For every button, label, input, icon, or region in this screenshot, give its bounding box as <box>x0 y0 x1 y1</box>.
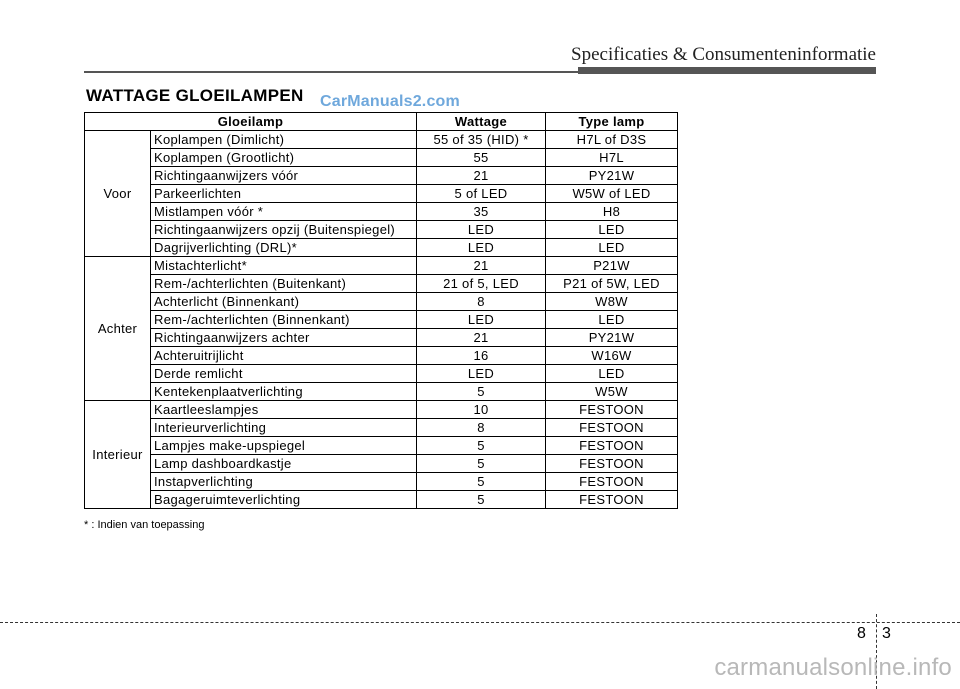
wattage-cell: 55 of 35 (HID) * <box>417 131 546 149</box>
wattage-cell: 5 <box>417 491 546 509</box>
wattage-cell: LED <box>417 239 546 257</box>
bulb-name-cell: Koplampen (Dimlicht) <box>151 131 417 149</box>
bulb-name-cell: Parkeerlichten <box>151 185 417 203</box>
table-row <box>85 311 678 329</box>
wattage-cell: LED <box>417 365 546 383</box>
bulb-name-cell: Richtingaanwijzers achter <box>151 329 417 347</box>
wattage-cell: LED <box>417 221 546 239</box>
header-rule-accent <box>578 67 876 74</box>
wattage-cell: 35 <box>417 203 546 221</box>
bulb-name-cell: Achterlicht (Binnenkant) <box>151 293 417 311</box>
lamp-type-cell: LED <box>546 311 678 329</box>
bulb-name-cell: Koplampen (Grootlicht) <box>151 149 417 167</box>
bulb-name-cell: Lamp dashboardkastje <box>151 455 417 473</box>
lamp-type-cell: P21 of 5W, LED <box>546 275 678 293</box>
table-row <box>85 167 678 185</box>
table-row <box>85 401 678 419</box>
lamp-type-cell: LED <box>546 239 678 257</box>
bulb-name-cell: Interieurverlichting <box>151 419 417 437</box>
table-row <box>85 437 678 455</box>
lamp-type-cell: FESTOON <box>546 491 678 509</box>
table-row <box>85 203 678 221</box>
wattage-cell: 8 <box>417 293 546 311</box>
lamp-type-cell: PY21W <box>546 167 678 185</box>
bulb-name-cell: Richtingaanwijzers opzij (Buitenspiegel) <box>151 221 417 239</box>
table-row <box>85 329 678 347</box>
table-header-row <box>85 113 678 131</box>
bulb-name-cell: Derde remlicht <box>151 365 417 383</box>
lamp-type-cell: FESTOON <box>546 401 678 419</box>
header-gloeilamp: Gloeilamp <box>85 113 417 131</box>
bulb-name-cell: Rem-/achterlichten (Binnenkant) <box>151 311 417 329</box>
lamp-type-cell: W5W <box>546 383 678 401</box>
bulb-name-cell: Mistachterlicht* <box>151 257 417 275</box>
table-row <box>85 239 678 257</box>
group-label: Voor <box>85 131 151 257</box>
group-label: Interieur <box>85 401 151 509</box>
wattage-cell: 5 <box>417 383 546 401</box>
wattage-cell: 5 of LED <box>417 185 546 203</box>
bulb-name-cell: Mistlampen vóór * <box>151 203 417 221</box>
table-row <box>85 491 678 509</box>
lamp-type-cell: LED <box>546 221 678 239</box>
wattage-cell: 8 <box>417 419 546 437</box>
lamp-type-cell: P21W <box>546 257 678 275</box>
table-row <box>85 131 678 149</box>
wattage-cell: 5 <box>417 437 546 455</box>
group-label: Achter <box>85 257 151 401</box>
header-wattage: Wattage <box>417 113 546 131</box>
footnote: * : Indien van toepassing <box>84 519 205 531</box>
wattage-cell: 21 <box>417 257 546 275</box>
table-row <box>85 185 678 203</box>
bulb-name-cell: Kentekenplaatverlichting <box>151 383 417 401</box>
wattage-cell: 5 <box>417 473 546 491</box>
lamp-type-cell: FESTOON <box>546 419 678 437</box>
bulb-name-cell: Rem-/achterlichten (Buitenkant) <box>151 275 417 293</box>
table-row <box>85 383 678 401</box>
wattage-cell: 55 <box>417 149 546 167</box>
table-row <box>85 221 678 239</box>
wattage-cell: 5 <box>417 455 546 473</box>
table-row <box>85 473 678 491</box>
table-row <box>85 149 678 167</box>
page-header-title: Specificaties & Consumenteninformatie <box>571 44 876 65</box>
header-rule <box>84 71 578 73</box>
page-chapter: 8 <box>857 625 866 642</box>
watermark-bottom: carmanualsonline.info <box>714 654 952 681</box>
lamp-type-cell: H8 <box>546 203 678 221</box>
table-row <box>85 365 678 383</box>
lamp-type-cell: FESTOON <box>546 437 678 455</box>
wattage-cell: 21 of 5, LED <box>417 275 546 293</box>
header-type-lamp: Type lamp <box>546 113 678 131</box>
table-row <box>85 347 678 365</box>
wattage-cell: 10 <box>417 401 546 419</box>
bulb-name-cell: Kaartleeslampjes <box>151 401 417 419</box>
table-row <box>85 455 678 473</box>
bulb-name-cell: Bagageruimteverlichting <box>151 491 417 509</box>
watermark-top: CarManuals2.com <box>320 93 460 110</box>
bulb-name-cell: Lampjes make-upspiegel <box>151 437 417 455</box>
wattage-cell: 21 <box>417 329 546 347</box>
table-row <box>85 257 678 275</box>
lamp-type-cell: PY21W <box>546 329 678 347</box>
wattage-cell: 16 <box>417 347 546 365</box>
lamp-type-cell: H7L <box>546 149 678 167</box>
table-row <box>85 419 678 437</box>
page-number: 3 <box>882 625 891 642</box>
lamp-type-cell: LED <box>546 365 678 383</box>
bulb-name-cell: Instapverlichting <box>151 473 417 491</box>
table-row <box>85 293 678 311</box>
bulb-name-cell: Dagrijverlichting (DRL)* <box>151 239 417 257</box>
lamp-type-cell: W5W of LED <box>546 185 678 203</box>
bulb-name-cell: Achteruitrijlicht <box>151 347 417 365</box>
bulb-name-cell: Richtingaanwijzers vóór <box>151 167 417 185</box>
table-row <box>85 275 678 293</box>
lamp-type-cell: H7L of D3S <box>546 131 678 149</box>
bulb-wattage-table <box>84 112 678 509</box>
footer-dashed-rule <box>0 622 960 623</box>
wattage-cell: LED <box>417 311 546 329</box>
section-title: WATTAGE GLOEILAMPEN <box>86 86 304 105</box>
lamp-type-cell: FESTOON <box>546 455 678 473</box>
lamp-type-cell: W16W <box>546 347 678 365</box>
lamp-type-cell: W8W <box>546 293 678 311</box>
wattage-cell: 21 <box>417 167 546 185</box>
lamp-type-cell: FESTOON <box>546 473 678 491</box>
